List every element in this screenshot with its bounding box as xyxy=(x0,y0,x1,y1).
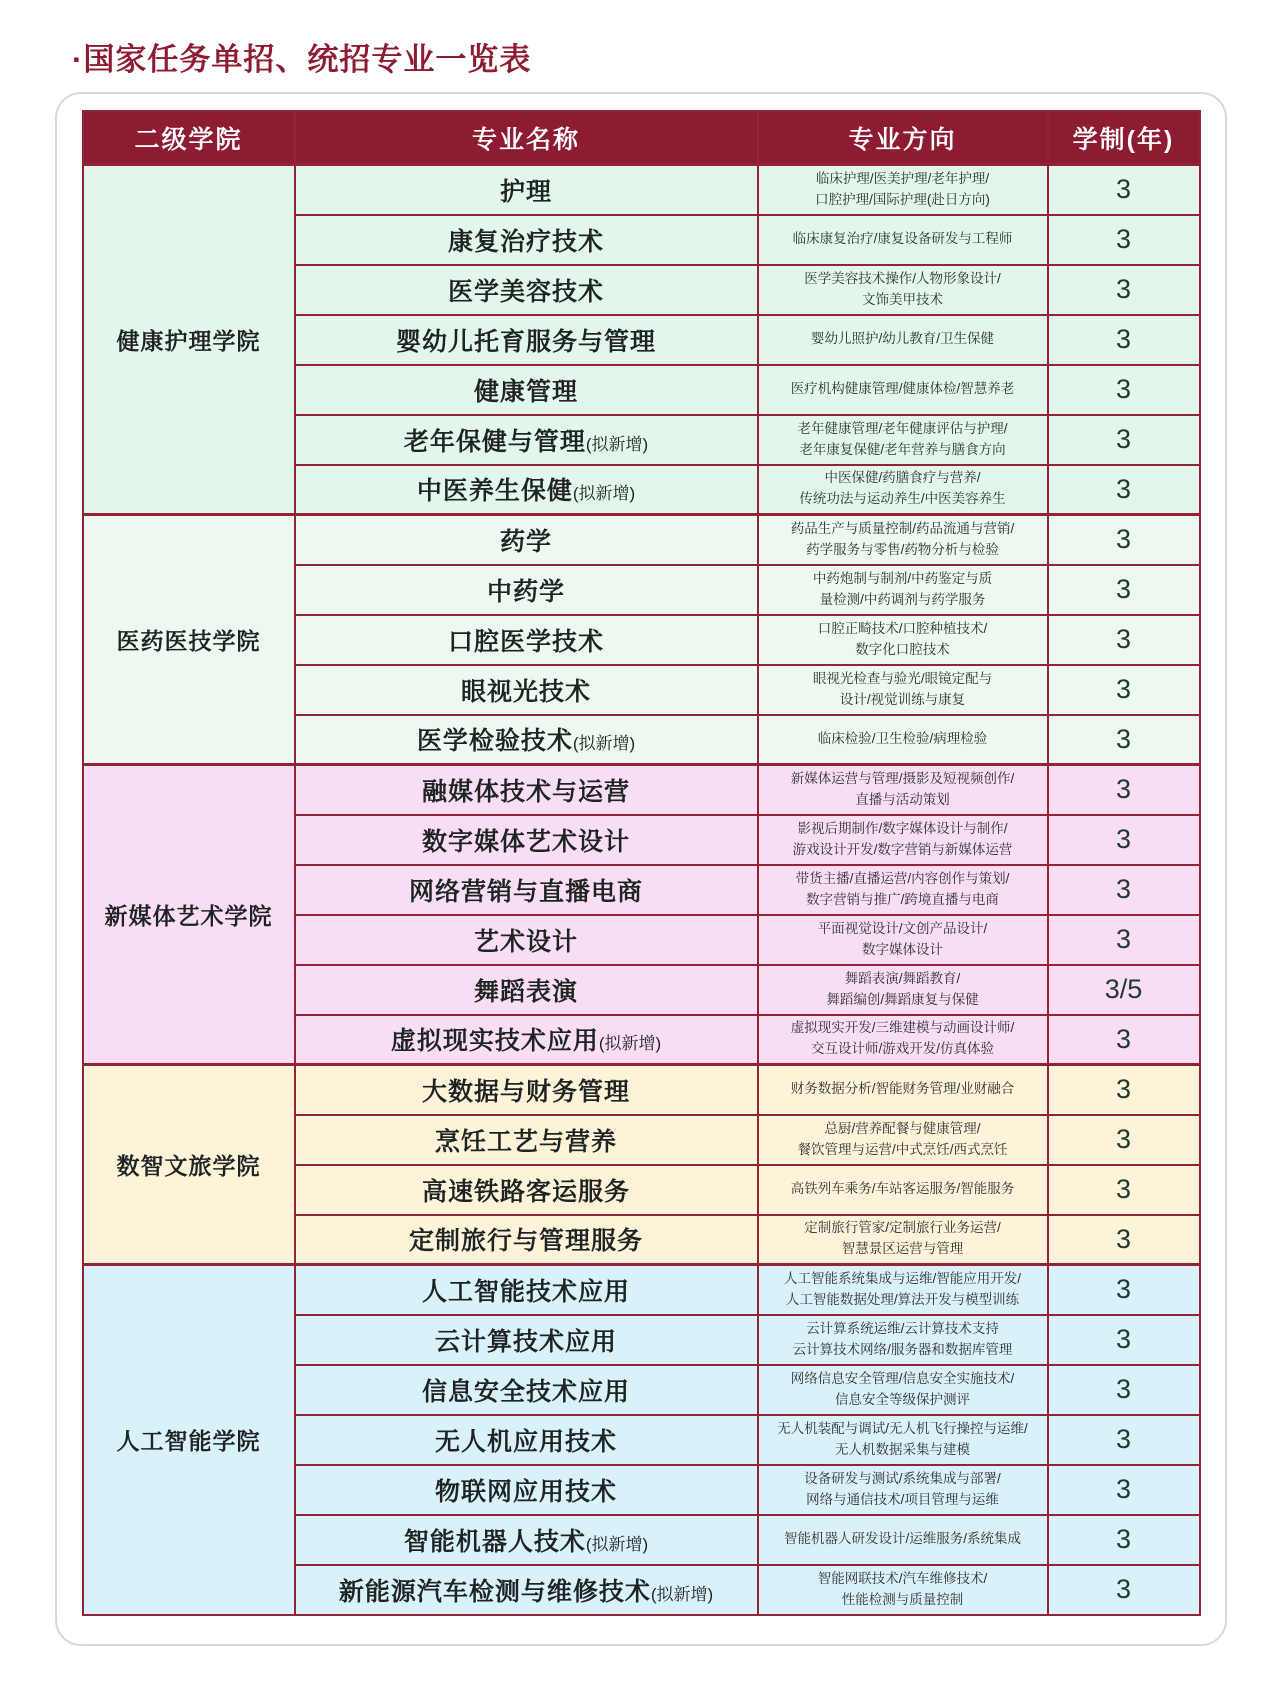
table-row xyxy=(83,165,1200,215)
direction-line: 虚拟现实开发/三维建模与动画设计师/ xyxy=(790,1020,1015,1036)
major-directions-cell xyxy=(758,1165,1048,1215)
duration-cell: 3 xyxy=(1048,1065,1200,1115)
direction-line: 药学服务与零售/药物分析与检验 xyxy=(806,541,999,557)
direction-line: 财务数据分析/智能财务管理/业财融合 xyxy=(790,1081,1015,1097)
college-cell: 人工智能学院 xyxy=(83,1265,295,1615)
duration-cell: 3 xyxy=(1048,315,1200,365)
major-name-cell xyxy=(295,415,758,465)
major-name: 网络营销与直播电商 xyxy=(408,877,643,906)
major-name-cell xyxy=(295,465,758,515)
duration-cell: 3 xyxy=(1048,1315,1200,1365)
major-name: 舞蹈表演 xyxy=(473,977,578,1006)
duration-cell: 3 xyxy=(1048,515,1200,565)
major-name: 护理 xyxy=(499,177,552,206)
major-name-cell xyxy=(295,1065,758,1115)
duration-cell: 3 xyxy=(1048,865,1200,915)
table-row xyxy=(83,515,1200,565)
college-cell: 数智文旅学院 xyxy=(83,1065,295,1265)
duration-cell: 3 xyxy=(1048,1515,1200,1565)
table-body xyxy=(83,165,1200,1615)
direction-line: 医学美容技术操作/人物形象设计/ xyxy=(804,270,1001,286)
table-row xyxy=(83,1265,1200,1315)
direction-line: 交互设计师/游戏开发/仿真体验 xyxy=(810,1041,994,1057)
header-major-name: 专业名称 xyxy=(295,111,758,165)
duration-cell: 3 xyxy=(1048,415,1200,465)
duration-cell: 3 xyxy=(1048,1365,1200,1415)
duration-cell: 3 xyxy=(1048,915,1200,965)
direction-line: 舞蹈编创/舞蹈康复与保健 xyxy=(826,991,979,1007)
direction-line: 数字媒体设计 xyxy=(862,941,943,957)
major-name: 医学检验技术 xyxy=(416,727,573,756)
major-name: 健康管理 xyxy=(473,377,578,406)
majors-table xyxy=(82,110,1201,1616)
direction-line: 总厨/营养配餐与健康管理/ xyxy=(824,1120,981,1136)
major-name-cell xyxy=(295,615,758,665)
major-name: 中药学 xyxy=(486,577,565,606)
duration-cell: 3 xyxy=(1048,565,1200,615)
direction-line: 游戏设计开发/数字营销与新媒体运营 xyxy=(792,841,1013,857)
major-name-cell xyxy=(295,1365,758,1415)
major-new-flag: (拟新增) xyxy=(585,434,649,454)
major-name: 云计算技术应用 xyxy=(434,1327,617,1356)
major-name-cell xyxy=(295,1165,758,1215)
major-name: 口腔医学技术 xyxy=(447,627,604,656)
major-directions-cell xyxy=(758,915,1048,965)
table-header xyxy=(83,111,1200,165)
direction-line: 数字化口腔技术 xyxy=(855,641,950,657)
college-cell: 健康护理学院 xyxy=(83,165,295,515)
major-name: 融媒体技术与运营 xyxy=(421,777,630,806)
header-major-direction: 专业方向 xyxy=(758,111,1048,165)
direction-line: 设计/视觉训练与康复 xyxy=(839,691,966,707)
direction-line: 网络与通信技术/项目管理与运维 xyxy=(806,1491,999,1507)
major-name: 医学美容技术 xyxy=(447,277,604,306)
direction-line: 药品生产与质量控制/药品流通与营销/ xyxy=(790,520,1015,536)
major-directions-cell xyxy=(758,1565,1048,1615)
major-name-cell xyxy=(295,265,758,315)
major-directions-cell xyxy=(758,315,1048,365)
direction-line: 云计算技术网络/服务器和数据库管理 xyxy=(792,1341,1013,1357)
major-directions-cell xyxy=(758,665,1048,715)
direction-line: 老年健康管理/老年健康评估与护理/ xyxy=(797,420,1008,436)
major-name-cell xyxy=(295,315,758,365)
major-name-cell xyxy=(295,1465,758,1515)
direction-line: 平面视觉设计/文创产品设计/ xyxy=(817,920,988,936)
major-directions-cell xyxy=(758,1065,1048,1115)
duration-cell: 3 xyxy=(1048,1115,1200,1165)
major-name: 人工智能技术应用 xyxy=(421,1277,630,1306)
major-name: 新能源汽车检测与维修技术 xyxy=(338,1577,651,1606)
direction-line: 无人机装配与调试/无人机飞行操控与运维/ xyxy=(777,1420,1028,1436)
major-name-cell xyxy=(295,815,758,865)
direction-line: 临床护理/医美护理/老年护理/ xyxy=(815,170,990,186)
major-directions-cell xyxy=(758,1015,1048,1065)
major-name-cell xyxy=(295,1015,758,1065)
duration-cell: 3 xyxy=(1048,1165,1200,1215)
direction-line: 舞蹈表演/舞蹈教育/ xyxy=(844,970,961,986)
duration-cell: 3 xyxy=(1048,765,1200,815)
major-directions-cell xyxy=(758,465,1048,515)
major-new-flag: (拟新增) xyxy=(650,1584,714,1604)
direction-line: 文饰美甲技术 xyxy=(862,291,943,307)
direction-line: 老年康复保健/老年营养与膳食方向 xyxy=(799,441,1006,457)
major-directions-cell xyxy=(758,565,1048,615)
major-name-cell xyxy=(295,715,758,765)
direction-line: 直播与活动策划 xyxy=(855,791,950,807)
direction-line: 临床检验/卫生检验/病理检验 xyxy=(817,730,988,746)
direction-line: 眼视光检查与验光/眼镜定配与 xyxy=(812,670,993,686)
duration-cell: 3 xyxy=(1048,615,1200,665)
major-name-cell xyxy=(295,215,758,265)
duration-cell: 3 xyxy=(1048,665,1200,715)
direction-line: 传统功法与运动养生/中医美容养生 xyxy=(799,491,1006,507)
major-name-cell xyxy=(295,1565,758,1615)
major-name-cell xyxy=(295,165,758,215)
major-name: 大数据与财务管理 xyxy=(421,1077,630,1106)
major-name-cell xyxy=(295,915,758,965)
direction-line: 智能机器人研发设计/运维服务/系统集成 xyxy=(783,1531,1021,1547)
major-directions-cell xyxy=(758,815,1048,865)
duration-cell: 3 xyxy=(1048,815,1200,865)
duration-cell: 3/5 xyxy=(1048,965,1200,1015)
page-title: ·国家任务单招、统招专业一览表 xyxy=(72,42,532,77)
major-name-cell xyxy=(295,1515,758,1565)
direction-line: 高铁列车乘务/车站客运服务/智能服务 xyxy=(790,1181,1015,1197)
direction-line: 临床康复治疗/康复设备研发与工程师 xyxy=(792,231,1013,247)
major-name-cell xyxy=(295,1115,758,1165)
header-college: 二级学院 xyxy=(83,111,295,165)
duration-cell: 3 xyxy=(1048,715,1200,765)
table-card xyxy=(55,92,1227,1646)
major-name: 物联网应用技术 xyxy=(434,1477,617,1506)
direction-line: 量检测/中药调剂与药学服务 xyxy=(819,591,986,607)
direction-line: 口腔正畸技术/口腔种植技术/ xyxy=(817,620,988,636)
duration-cell: 3 xyxy=(1048,365,1200,415)
major-name: 老年保健与管理 xyxy=(403,427,586,456)
duration-cell: 3 xyxy=(1048,1015,1200,1065)
direction-line: 婴幼儿照护/幼儿教育/卫生保健 xyxy=(810,331,994,347)
duration-cell: 3 xyxy=(1048,1215,1200,1265)
major-directions-cell xyxy=(758,1515,1048,1565)
major-directions-cell xyxy=(758,265,1048,315)
direction-line: 定制旅行管家/定制旅行业务运营/ xyxy=(804,1220,1001,1236)
major-name: 艺术设计 xyxy=(473,927,578,956)
direction-line: 无人机数据采集与建模 xyxy=(835,1441,970,1457)
major-new-flag: (拟新增) xyxy=(572,484,636,504)
major-name: 药学 xyxy=(499,527,552,556)
major-name-cell xyxy=(295,965,758,1015)
major-directions-cell xyxy=(758,1315,1048,1365)
major-name-cell xyxy=(295,1315,758,1365)
direction-line: 中药炮制与制剂/中药鉴定与质 xyxy=(812,570,993,586)
major-name-cell xyxy=(295,1265,758,1315)
major-directions-cell xyxy=(758,1465,1048,1515)
major-new-flag: (拟新增) xyxy=(598,1034,662,1054)
major-name-cell xyxy=(295,765,758,815)
major-name: 虚拟现实技术应用 xyxy=(390,1027,599,1056)
major-directions-cell xyxy=(758,515,1048,565)
direction-line: 智慧景区运营与管理 xyxy=(841,1241,964,1257)
duration-cell: 3 xyxy=(1048,1565,1200,1615)
direction-line: 人工智能系统集成与运维/智能应用开发/ xyxy=(783,1270,1021,1286)
major-name: 定制旅行与管理服务 xyxy=(408,1227,643,1256)
major-directions-cell xyxy=(758,365,1048,415)
major-directions-cell xyxy=(758,765,1048,815)
major-name: 婴幼儿托育服务与管理 xyxy=(395,327,656,356)
major-name: 眼视光技术 xyxy=(460,677,591,706)
major-name-cell xyxy=(295,1415,758,1465)
direction-line: 数字营销与推广/跨境直播与电商 xyxy=(806,891,999,907)
major-name: 烹饪工艺与营养 xyxy=(434,1127,617,1156)
major-name: 中医养生保健 xyxy=(416,477,573,506)
major-name-cell xyxy=(295,565,758,615)
direction-line: 医疗机构健康管理/健康体检/智慧养老 xyxy=(790,381,1015,397)
direction-line: 带货主播/直播运营/内容创作与策划/ xyxy=(795,870,1010,886)
major-directions-cell xyxy=(758,165,1048,215)
major-directions-cell xyxy=(758,1365,1048,1415)
direction-line: 设备研发与测试/系统集成与部署/ xyxy=(804,1470,1001,1486)
major-new-flag: (拟新增) xyxy=(572,734,636,754)
major-directions-cell xyxy=(758,1115,1048,1165)
direction-line: 智能网联技术/汽车维修技术/ xyxy=(817,1570,988,1586)
college-cell: 医药医技学院 xyxy=(83,515,295,765)
major-directions-cell xyxy=(758,865,1048,915)
duration-cell: 3 xyxy=(1048,1465,1200,1515)
major-name: 智能机器人技术 xyxy=(403,1527,586,1556)
major-directions-cell xyxy=(758,1215,1048,1265)
major-name-cell xyxy=(295,1215,758,1265)
direction-line: 影视后期制作/数字媒体设计与制作/ xyxy=(797,820,1008,836)
duration-cell: 3 xyxy=(1048,215,1200,265)
header-duration: 学制(年) xyxy=(1048,111,1200,165)
major-new-flag: (拟新增) xyxy=(585,1534,649,1554)
major-name-cell xyxy=(295,365,758,415)
major-name: 数字媒体艺术设计 xyxy=(421,827,630,856)
major-directions-cell xyxy=(758,965,1048,1015)
major-directions-cell xyxy=(758,615,1048,665)
major-directions-cell xyxy=(758,1265,1048,1315)
major-name: 康复治疗技术 xyxy=(447,227,604,256)
major-directions-cell xyxy=(758,1415,1048,1465)
major-name-cell xyxy=(295,865,758,915)
major-name: 高速铁路客运服务 xyxy=(421,1177,630,1206)
direction-line: 口腔护理/国际护理(赴日方向) xyxy=(815,191,990,207)
major-name: 无人机应用技术 xyxy=(434,1427,617,1456)
duration-cell: 3 xyxy=(1048,165,1200,215)
major-name-cell xyxy=(295,515,758,565)
direction-line: 云计算系统运维/云计算技术支持 xyxy=(806,1320,999,1336)
major-name: 信息安全技术应用 xyxy=(421,1377,630,1406)
table-row xyxy=(83,1065,1200,1115)
direction-line: 中医保健/药膳食疗与营养/ xyxy=(824,470,981,486)
major-directions-cell xyxy=(758,415,1048,465)
duration-cell: 3 xyxy=(1048,1415,1200,1465)
table-row xyxy=(83,765,1200,815)
direction-line: 餐饮管理与运营/中式烹饪/西式烹饪 xyxy=(797,1141,1008,1157)
college-cell: 新媒体艺术学院 xyxy=(83,765,295,1065)
duration-cell: 3 xyxy=(1048,265,1200,315)
direction-line: 新媒体运营与管理/摄影及短视频创作/ xyxy=(790,770,1015,786)
major-name-cell xyxy=(295,665,758,715)
duration-cell: 3 xyxy=(1048,465,1200,515)
direction-line: 人工智能数据处理/算法开发与模型训练 xyxy=(785,1291,1020,1307)
direction-line: 信息安全等级保护测评 xyxy=(835,1391,970,1407)
major-directions-cell xyxy=(758,715,1048,765)
direction-line: 网络信息安全管理/信息安全实施技术/ xyxy=(790,1370,1015,1386)
major-directions-cell xyxy=(758,215,1048,265)
direction-line: 性能检测与质量控制 xyxy=(841,1591,964,1607)
header-row xyxy=(83,111,1200,165)
duration-cell: 3 xyxy=(1048,1265,1200,1315)
